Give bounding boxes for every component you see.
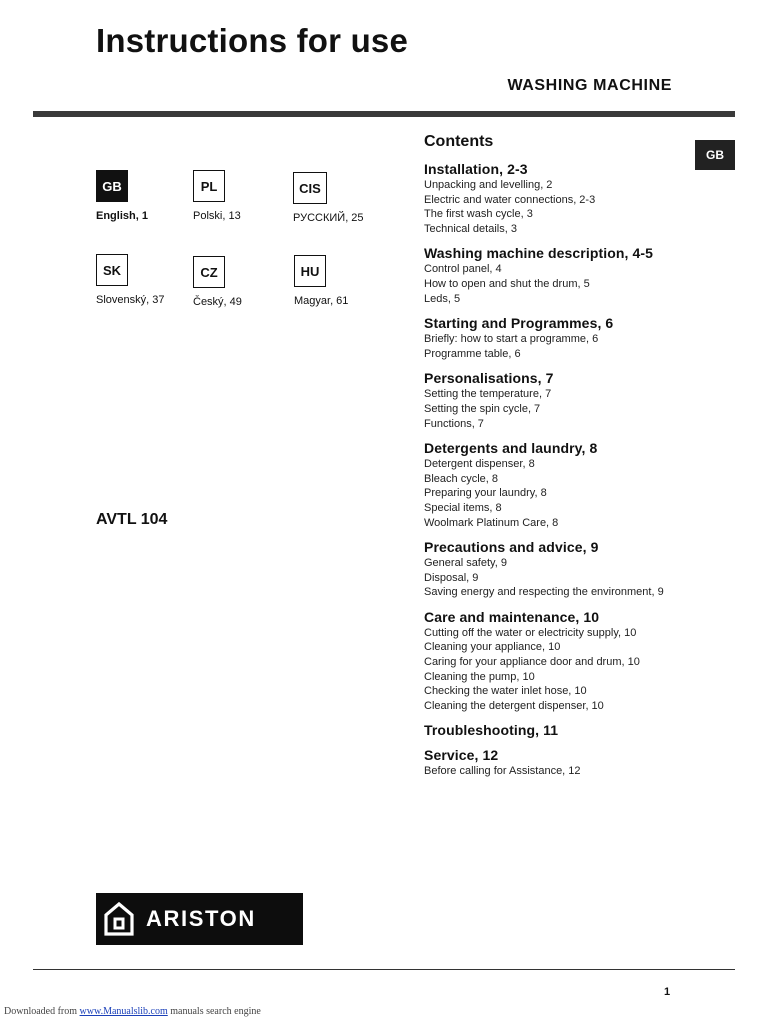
language-label: English, 1 [96, 210, 148, 222]
language-cis[interactable] [293, 172, 364, 224]
language-hu[interactable] [294, 255, 348, 307]
language-label: Český, 49 [193, 296, 242, 308]
language-code-box: PL [193, 170, 225, 202]
toc-item[interactable]: Functions, 7 [424, 417, 484, 430]
language-label: РУССКИЙ, 25 [293, 212, 364, 224]
language-code-box: CIS [293, 172, 327, 204]
language-code-box: SK [96, 254, 128, 286]
brand-name: ARISTON [146, 906, 256, 931]
toc-item[interactable]: How to open and shut the drum, 5 [424, 277, 590, 290]
ariston-house-icon [104, 902, 134, 936]
toc-section [424, 370, 724, 431]
language-code-box: GB [96, 170, 128, 202]
toc-section [424, 609, 724, 714]
language-code-box: CZ [193, 256, 225, 288]
toc-section-title[interactable]: Precautions and advice, 9 [424, 539, 599, 556]
language-sk[interactable] [96, 254, 164, 306]
toc-item[interactable]: Detergent dispenser, 8 [424, 458, 535, 471]
toc-item[interactable]: Preparing your laundry, 8 [424, 487, 547, 500]
language-label: Polski, 13 [193, 210, 241, 222]
toc-item[interactable]: Technical details, 3 [424, 222, 517, 235]
page-title: Instructions for use [96, 22, 409, 59]
toc-item[interactable]: Bleach cycle, 8 [424, 472, 498, 485]
toc-item[interactable]: Saving energy and respecting the environment, 9 [424, 586, 664, 599]
toc-section-title[interactable]: Washing machine description, 4-5 [424, 245, 654, 262]
model-number: AVTL 104 [96, 511, 168, 528]
toc-item[interactable]: Setting the spin cycle, 7 [424, 402, 541, 415]
toc-item[interactable]: Cutting off the water or electricity supply, 10 [424, 626, 637, 639]
bottom-divider [33, 969, 735, 970]
language-grid [96, 170, 406, 320]
toc-section-title[interactable]: Service, 12 [424, 747, 499, 764]
product-type: WASHING MACHINE [507, 77, 672, 94]
toc-section-title[interactable]: Care and maintenance, 10 [424, 608, 600, 625]
footer-prefix: Downloaded from [4, 1006, 80, 1017]
toc-item[interactable]: Special items, 8 [424, 501, 502, 514]
toc-item[interactable]: Cleaning the detergent dispenser, 10 [424, 699, 604, 712]
ariston-logo [96, 893, 303, 945]
toc-item[interactable]: Programme table, 6 [424, 347, 521, 360]
toc-item[interactable]: Cleaning the pump, 10 [424, 670, 535, 683]
toc-section [424, 161, 724, 236]
toc-section-title[interactable]: Personalisations, 7 [424, 370, 554, 387]
toc-section [424, 315, 724, 361]
language-label: Magyar, 61 [294, 295, 349, 307]
toc-item[interactable]: Checking the water inlet hose, 10 [424, 685, 587, 698]
toc-section-title[interactable]: Starting and Programmes, 6 [424, 315, 614, 332]
toc-section [424, 440, 724, 530]
toc-section [424, 747, 724, 779]
toc-item[interactable]: Setting the temperature, 7 [424, 388, 552, 401]
toc-item[interactable]: Unpacking and levelling, 2 [424, 179, 553, 191]
toc-item[interactable]: Caring for your appliance door and drum, 10 [424, 656, 640, 669]
toc-section [424, 722, 724, 738]
language-side-tab: GB [695, 140, 735, 170]
toc-item[interactable]: Cleaning your appliance, 10 [424, 641, 561, 654]
language-code-box: HU [294, 255, 326, 287]
footer-suffix: manuals search engine [167, 1006, 261, 1017]
toc-section-title[interactable]: Installation, 2-3 [424, 161, 528, 177]
toc-section [424, 245, 724, 306]
language-cz[interactable] [193, 256, 242, 308]
toc-section-title[interactable]: Troubleshooting, 11 [424, 722, 559, 739]
toc-section [424, 539, 724, 600]
toc-item[interactable]: Woolmark Platinum Care, 8 [424, 516, 559, 529]
toc-item[interactable]: Electric and water connections, 2-3 [424, 193, 596, 206]
manualslib-link[interactable]: www.Manualslib.com [79, 1006, 168, 1017]
language-pl[interactable] [193, 170, 241, 222]
toc-item[interactable]: General safety, 9 [424, 557, 507, 570]
top-divider [33, 111, 735, 117]
contents-heading: Contents [424, 133, 494, 150]
language-label: Slovenský, 37 [96, 294, 165, 306]
download-footer [4, 1006, 261, 1017]
toc-section-title[interactable]: Detergents and laundry, 8 [424, 440, 598, 457]
page-number: 1 [664, 986, 671, 998]
toc-item[interactable]: Briefly: how to start a programme, 6 [424, 333, 599, 346]
toc-item[interactable]: The first wash cycle, 3 [424, 208, 533, 221]
toc-item[interactable]: Control panel, 4 [424, 263, 502, 276]
toc-sections [424, 161, 724, 779]
language-gb[interactable] [96, 170, 148, 222]
table-of-contents [424, 133, 724, 788]
toc-item[interactable]: Disposal, 9 [424, 571, 479, 584]
toc-item[interactable]: Before calling for Assistance, 12 [424, 765, 581, 778]
toc-item[interactable]: Leds, 5 [424, 292, 461, 305]
